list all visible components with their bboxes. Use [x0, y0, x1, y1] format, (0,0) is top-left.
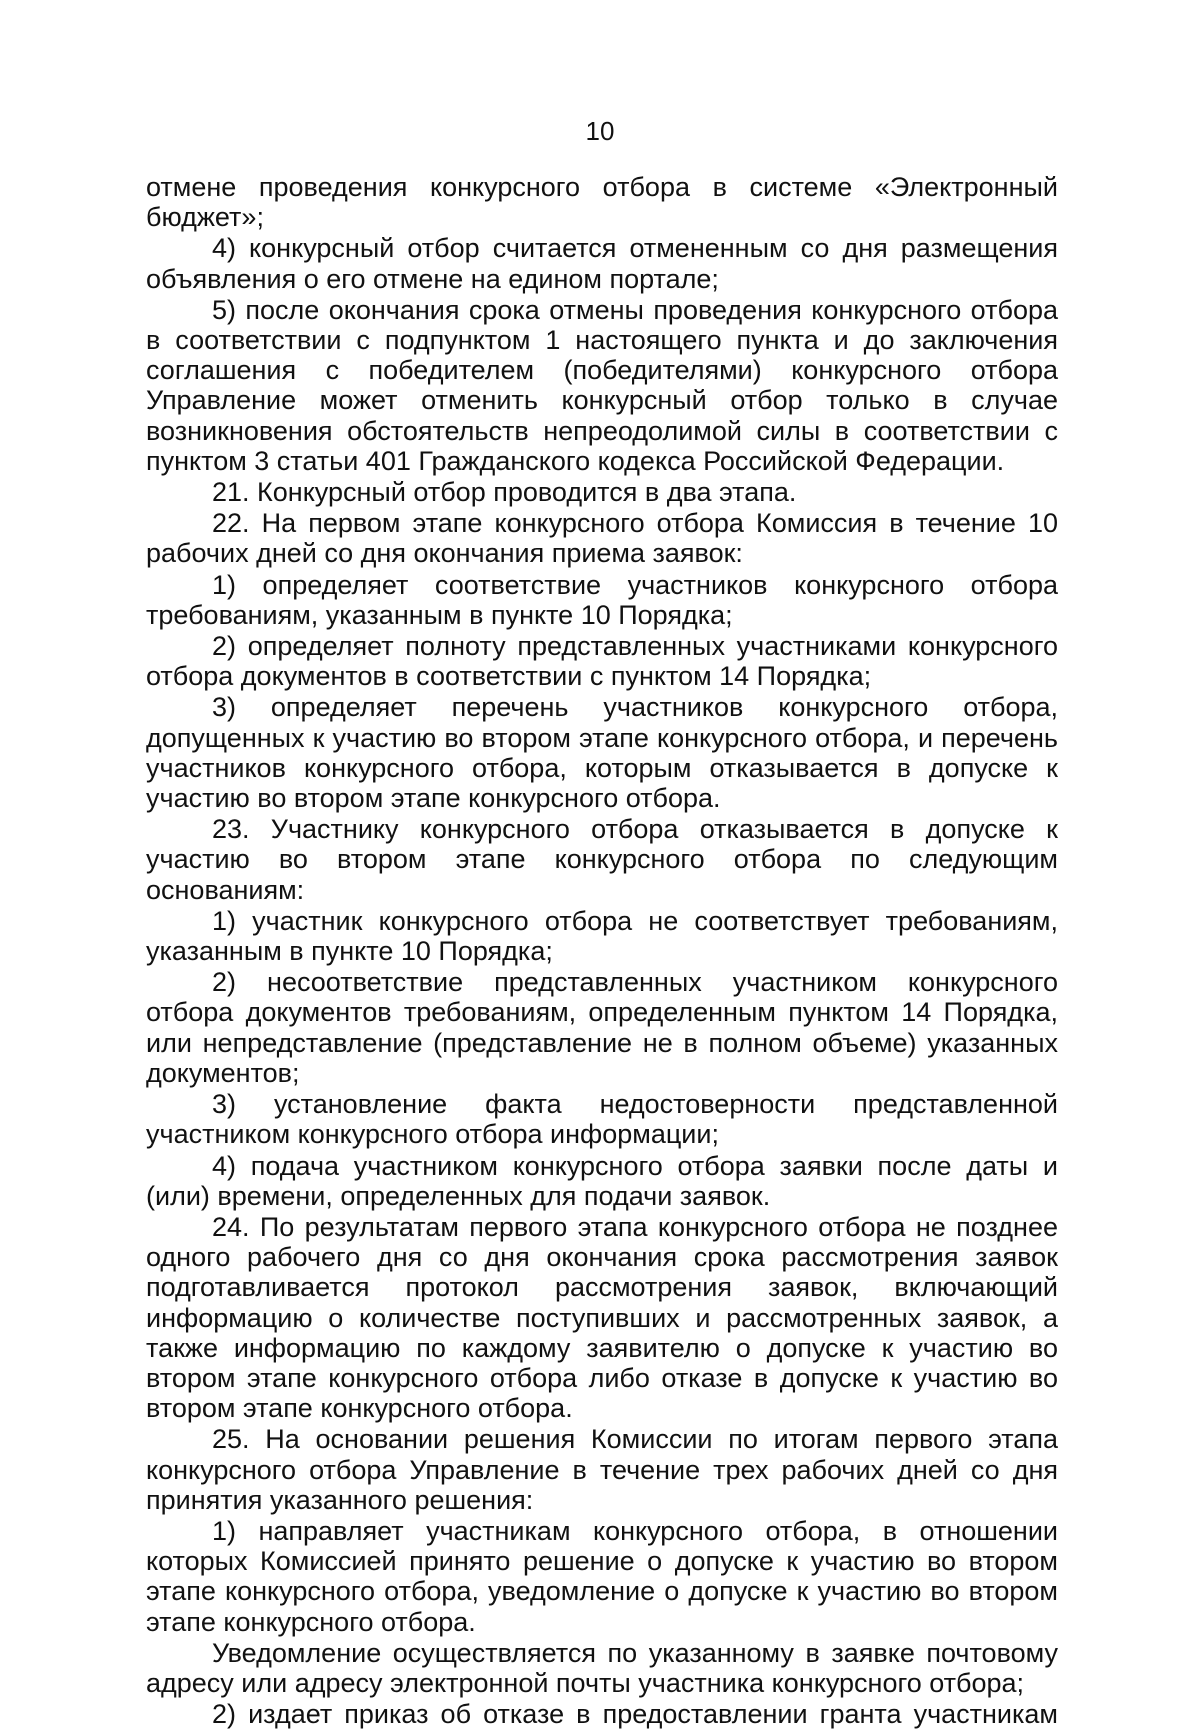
paragraph: 5) после окончания срока отмены проведения конкурсного отбора в соответствии с подпунктом 1 настоящего пункта и до заключения соглашения с победителем (победителями) конкурсного отбора Управление может отменить конкурсный отбор только в случае возникновения обстоятельств непреодолимой силы в соответствии с пунктом 3 статьи 401 Гражданского кодекса Российской Федерации. — [146, 294, 1058, 476]
paragraph: 22. На первом этапе конкурсного отбора Комиссия в течение 10 рабочих дней со дня окончания приема заявок: — [146, 508, 1058, 569]
page-number: 10 — [585, 116, 615, 146]
paragraph: 2) несоответствие представленных участником конкурсного отбора документов требованиям, определенным пунктом 14 Порядка, или непредставление (представление не в полном объеме) указанных документов; — [146, 967, 1058, 1088]
paragraph: 23. Участнику конкурсного отбора отказывается в допуске к участию во втором этапе конкурсного отбора по следующим основаниям: — [146, 814, 1058, 905]
paragraph: Уведомление осуществляется по указанному в заявке почтовому адресу или адресу электронной почты участника конкурсного отбора; — [146, 1637, 1058, 1698]
paragraph: 24. По результатам первого этапа конкурсного отбора не позднее одного рабочего дня со дня окончания срока рассмотрения заявок подготавливается протокол рассмотрения заявок, включающий информацию о количестве поступивших и рассмотренных заявок, а также информацию по каждому заявителю о допуске к участию во втором этапе конкурсного отбора либо отказе в допуске к участию во втором этапе конкурсного отбора. — [146, 1211, 1058, 1424]
paragraph: 2) определяет полноту представленных участниками конкурсного отбора документов в соответствии с пунктом 14 Порядка; — [146, 631, 1058, 692]
paragraph: 1) определяет соответствие участников конкурсного отбора требованиям, указанным в пункте 10 Порядка; — [146, 569, 1058, 630]
paragraph: 25. На основании решения Комиссии по итогам первого этапа конкурсного отбора Управление в течение трех рабочих дней со дня принятия указанного решения: — [146, 1424, 1058, 1515]
paragraph: 3) определяет перечень участников конкурсного отбора, допущенных к участию во втором этапе конкурсного отбора, и перечень участников конкурсного отбора, которым отказывается в допуске к участию во втором этапе конкурсного отбора. — [146, 692, 1058, 814]
document-body — [146, 172, 1058, 1730]
paragraph: 4) подача участником конкурсного отбора заявки после даты и (или) времени, определенных для подачи заявок. — [146, 1150, 1058, 1211]
paragraph: отмене проведения конкурсного отбора в системе «Электронный бюджет»; — [146, 172, 1058, 233]
paragraph: 3) установление факта недостоверности представленной участником конкурсного отбора информации; — [146, 1089, 1058, 1150]
paragraph: 21. Конкурсный отбор проводится в два этапа. — [212, 477, 797, 508]
paragraph: 4) конкурсный отбор считается отмененным со дня размещения объявления о его отмене на едином портале; — [146, 233, 1058, 294]
paragraph: 1) направляет участникам конкурсного отбора, в отношении которых Комиссией принято решение о допуске к участию во втором этапе конкурсного отбора, уведомление о допуске к участию во втором этапе конкурсного отбора. — [146, 1515, 1058, 1637]
paragraph: 1) участник конкурсного отбора не соответствует требованиям, указанным в пункте 10 Порядка; — [146, 905, 1058, 967]
paragraph: 2) издает приказ об отказе в предоставлении гранта участникам — [212, 1699, 1058, 1730]
